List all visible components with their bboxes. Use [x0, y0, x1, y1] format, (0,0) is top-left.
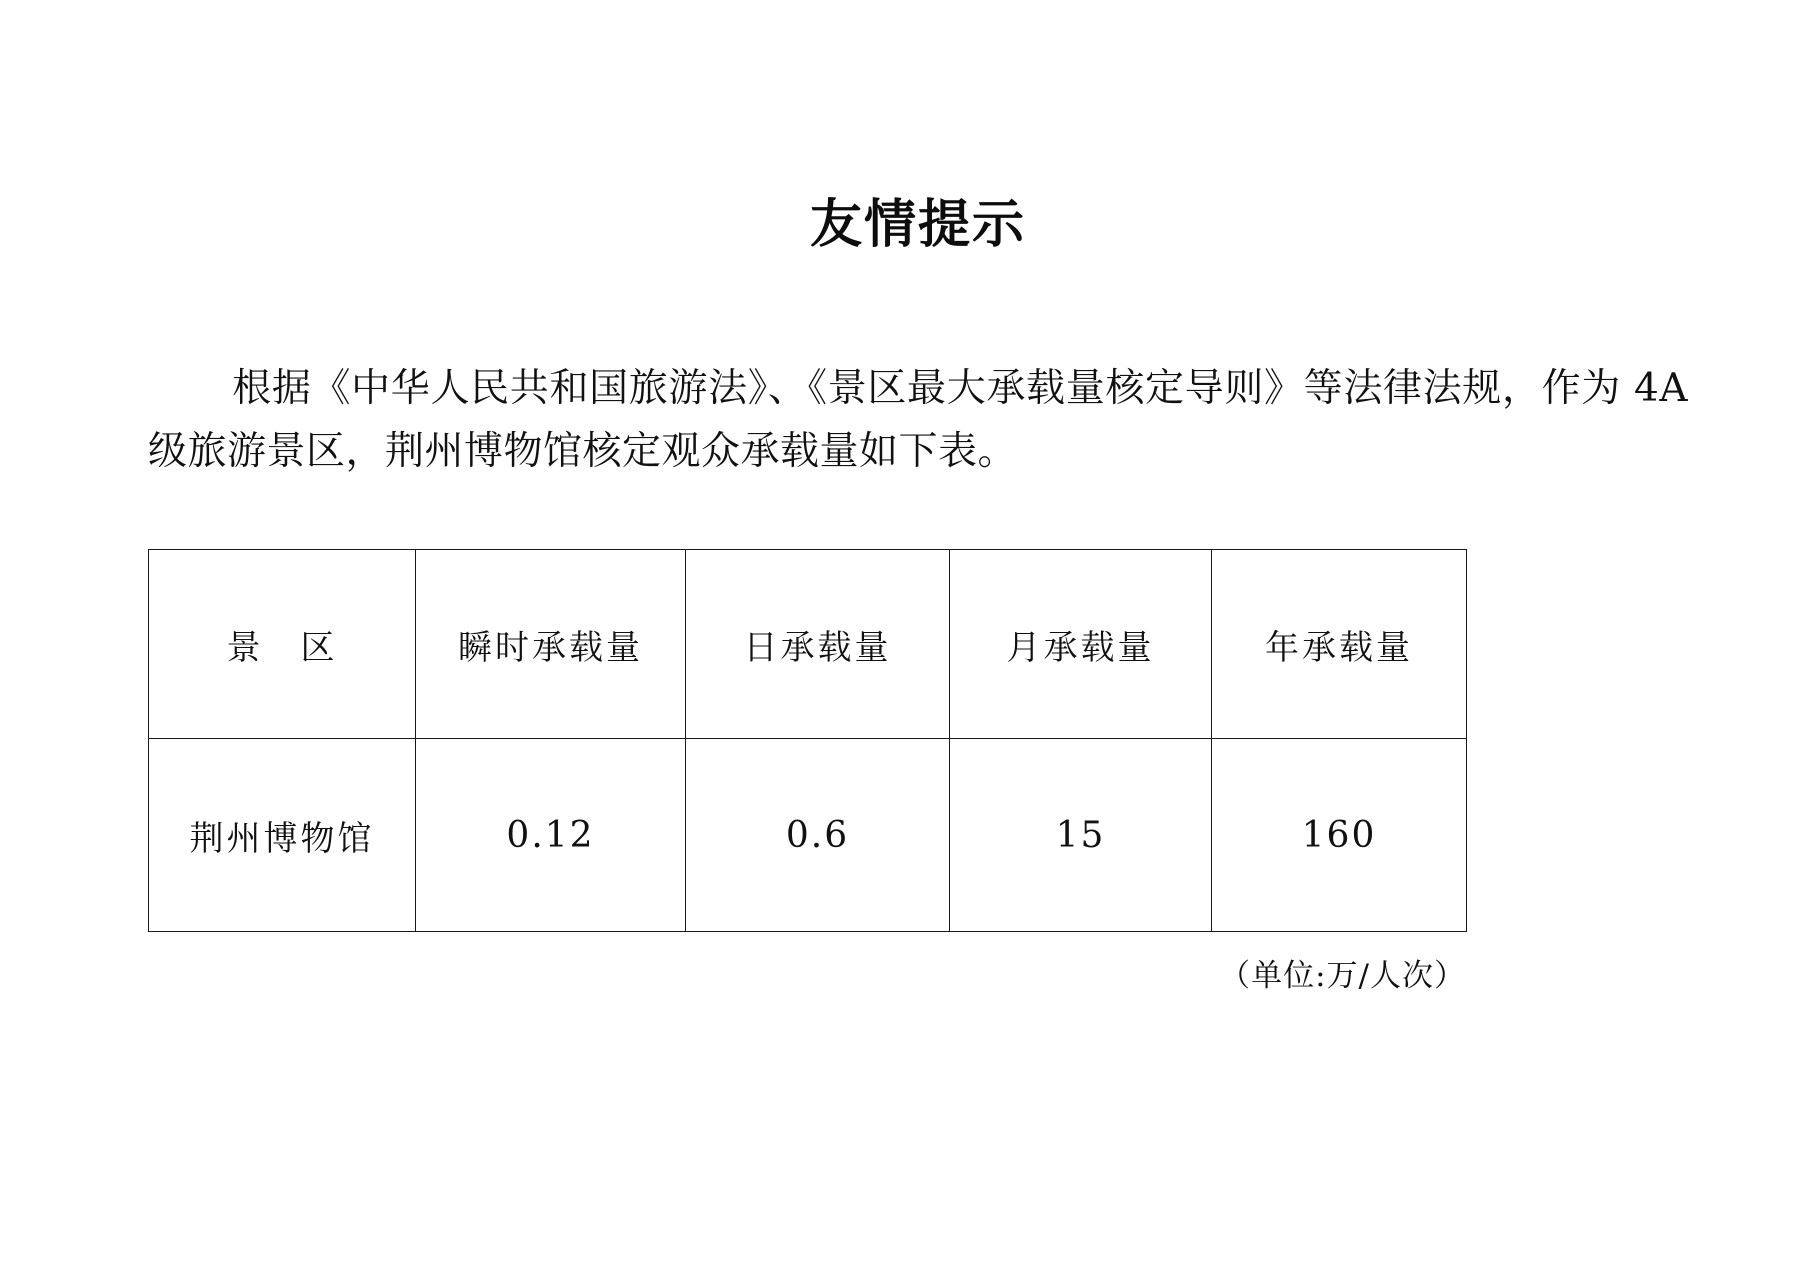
table-row — [149, 739, 1467, 932]
cell-daily-capacity: 0.6 — [686, 739, 950, 932]
table-header-cell-daily: 日承载量 — [686, 550, 950, 739]
capacity-table — [148, 549, 1467, 932]
table-header-cell-scenic-area: 景 区 — [149, 550, 416, 739]
intro-paragraph — [148, 257, 1688, 483]
paragraph-text: 根据《中华人民共和国旅游法》、《景区最大承载量核定导则》等法律法规，作为 4A 级旅游景区，荆州博物馆核定观众承载量如下表。 — [148, 366, 1688, 475]
document-content — [148, 0, 1688, 1280]
cell-monthly-capacity: 15 — [950, 739, 1212, 932]
cell-scenic-area: 荆州博物馆 — [149, 739, 416, 932]
cell-instant-capacity: 0.12 — [416, 739, 686, 932]
unit-note: （单位:万/人次） — [1219, 958, 1466, 995]
cell-yearly-capacity: 160 — [1212, 739, 1467, 932]
table-header-cell-yearly: 年承载量 — [1212, 550, 1467, 739]
table-header-row — [149, 550, 1467, 739]
page-title: 友情提示 — [809, 194, 1026, 255]
table-header-cell-instant: 瞬时承载量 — [416, 550, 686, 739]
table-header-cell-monthly: 月承载量 — [950, 550, 1212, 739]
